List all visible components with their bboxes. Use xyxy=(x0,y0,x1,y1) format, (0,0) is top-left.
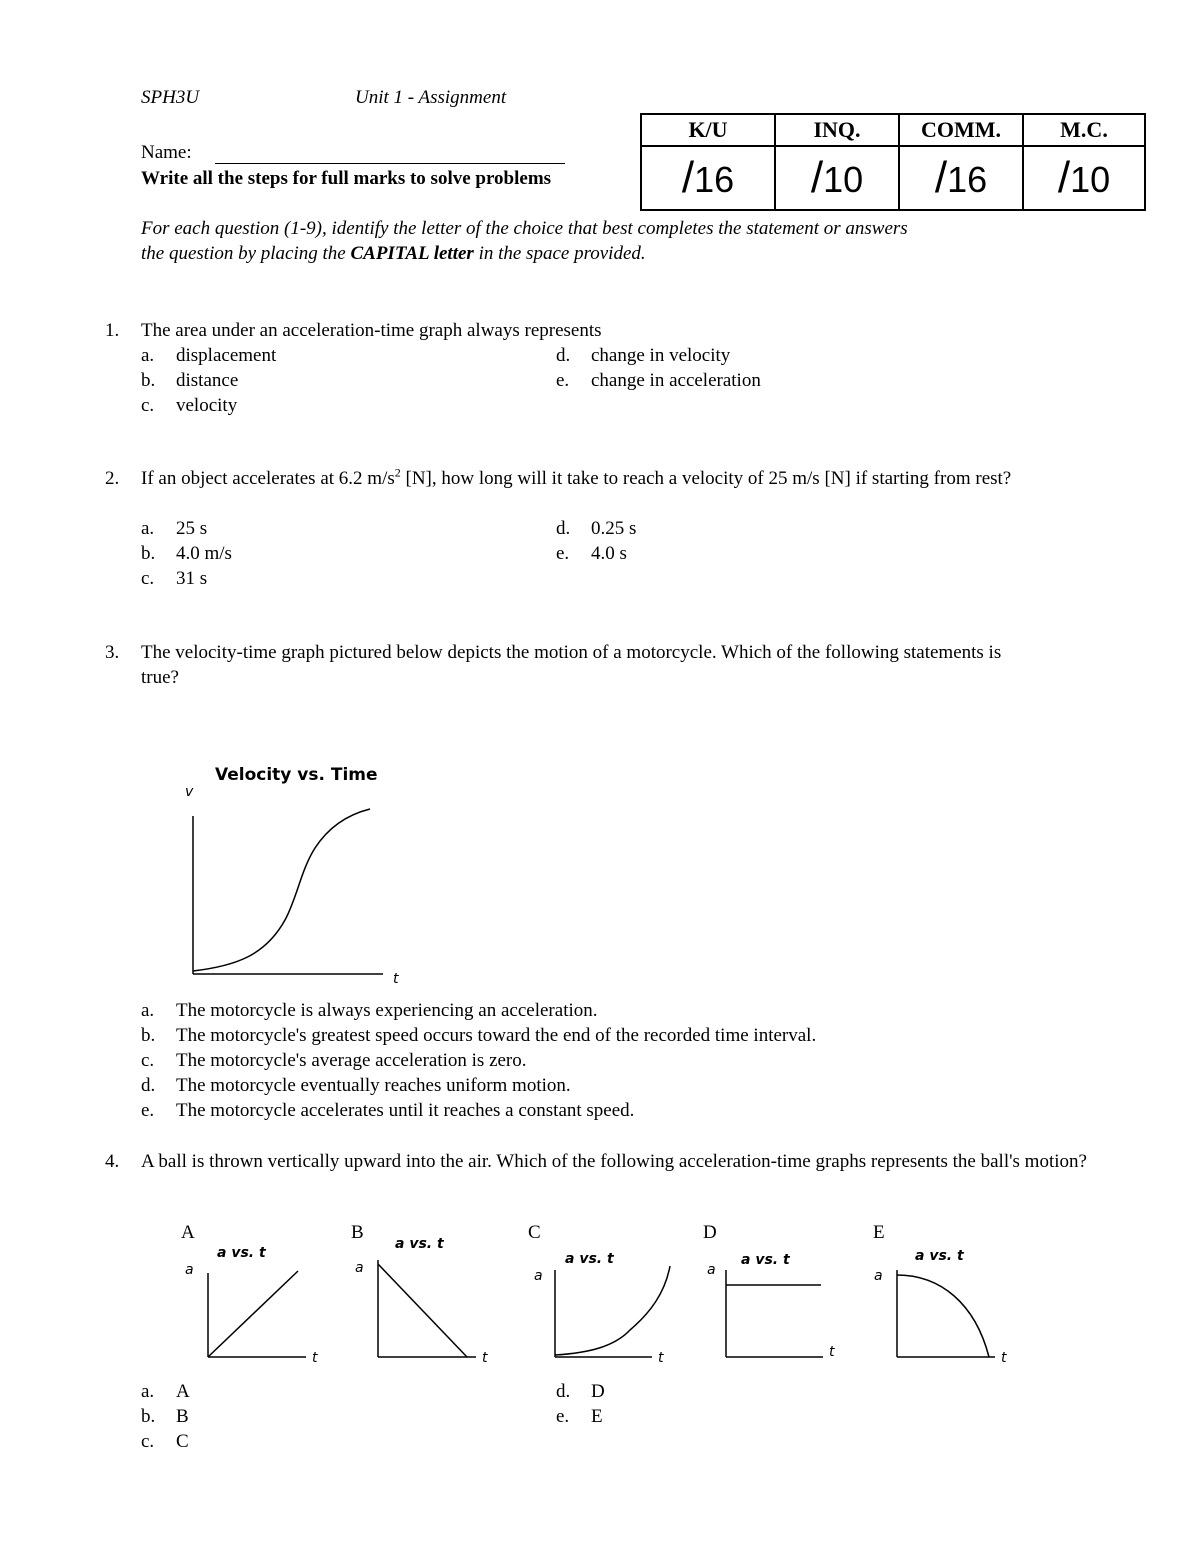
graph-x-label: t xyxy=(829,1344,835,1360)
graph-title: Velocity vs. Time xyxy=(215,765,378,785)
option-b[interactable]: b. The motorcycle's greatest speed occurs toward the end of the recorded time interval. xyxy=(141,1025,817,1046)
option-c[interactable]: c. 31 s xyxy=(141,568,208,589)
graph-y-label: v xyxy=(185,784,194,800)
marks-header-ku: K/U xyxy=(641,114,775,146)
option-b[interactable]: b. B xyxy=(141,1406,189,1427)
option-a[interactable]: a. A xyxy=(141,1381,190,1402)
marks-total-comm: 16 xyxy=(947,159,988,200)
name-label: Name: xyxy=(141,142,192,163)
marks-slash: / xyxy=(681,153,695,202)
graph-title: a vs. t xyxy=(565,1251,614,1267)
option-d[interactable]: d. The motorcycle eventually reaches uniform motion. xyxy=(141,1075,571,1096)
option-d[interactable]: d. change in velocity xyxy=(556,345,731,366)
unit-title: Unit 1 - Assignment xyxy=(355,87,507,108)
option-e[interactable]: e. 4.0 s xyxy=(556,543,627,564)
marks-cell-ku[interactable] xyxy=(641,146,775,210)
graph-y-label: a xyxy=(534,1268,543,1284)
graph-x-label: t xyxy=(393,971,399,987)
option-d[interactable]: d. D xyxy=(556,1381,605,1402)
graph-x-label: t xyxy=(312,1350,318,1366)
graph-a xyxy=(175,1218,335,1368)
graph-title: a vs. t xyxy=(915,1248,964,1264)
instructions-line-2: the question by placing the CAPITAL letter in the space provided. xyxy=(141,243,646,264)
graph-x-label: t xyxy=(1001,1350,1007,1366)
marks-table xyxy=(640,113,1146,211)
option-a[interactable]: a. displacement xyxy=(141,345,277,366)
graph-d xyxy=(695,1218,855,1368)
option-e[interactable]: e. E xyxy=(556,1406,603,1427)
steps-instruction: Write all the steps for full marks to solve problems xyxy=(141,168,552,189)
option-c[interactable]: c. The motorcycle's average acceleration is zero. xyxy=(141,1050,527,1071)
graph-title: a vs. t xyxy=(395,1236,444,1252)
option-a[interactable]: a. 25 s xyxy=(141,518,208,539)
option-c[interactable]: c. velocity xyxy=(141,395,238,416)
graph-curve xyxy=(193,809,370,971)
graph-c xyxy=(520,1218,680,1368)
graph-x-label: t xyxy=(482,1350,488,1366)
marks-cell-comm[interactable] xyxy=(899,146,1023,210)
marks-total-inq: 10 xyxy=(823,159,864,200)
option-b[interactable]: b. distance xyxy=(141,370,239,391)
graph-x-label: t xyxy=(658,1350,664,1366)
marks-header-comm: COMM. xyxy=(899,114,1023,146)
question-stem: The velocity-time graph pictured below depicts the motion of a motorcycle. Which of the following statements is true? xyxy=(141,642,1002,688)
graph-title: a vs. t xyxy=(217,1245,266,1261)
marks-header-inq: INQ. xyxy=(775,114,899,146)
marks-total-ku: 16 xyxy=(694,159,735,200)
question-number: 3. xyxy=(105,642,120,663)
capital-letter-emphasis: CAPITAL letter xyxy=(350,243,474,264)
option-e[interactable]: e. change in acceleration xyxy=(556,370,761,391)
marks-cell-inq[interactable] xyxy=(775,146,899,210)
graph-e xyxy=(865,1218,1025,1368)
velocity-time-graph xyxy=(175,760,415,990)
graph-label: B xyxy=(351,1222,364,1243)
graph-curve xyxy=(897,1275,989,1357)
name-field[interactable] xyxy=(215,163,565,164)
graph-y-label: a xyxy=(707,1262,716,1278)
graph-y-label: a xyxy=(874,1268,883,1284)
option-d[interactable]: d. 0.25 s xyxy=(556,518,637,539)
graph-label: D xyxy=(703,1222,717,1243)
marks-slash: / xyxy=(934,153,948,202)
question-stem: If an object accelerates at 6.2 $m/s^2$ [N], how long will it take to reach a velocity of 25 m/s [N] if starting from rest? xyxy=(141,465,1012,489)
option-b[interactable]: b. 4.0 m/s xyxy=(141,543,232,564)
marks-header-mc: M.C. xyxy=(1023,114,1145,146)
marks-cell-mc[interactable] xyxy=(1023,146,1145,210)
option-e[interactable]: e. The motorcycle accelerates until it reaches a constant speed. xyxy=(141,1100,635,1121)
option-c[interactable]: c. C xyxy=(141,1431,189,1452)
course-code: SPH3U xyxy=(141,87,200,108)
question-number: 2. xyxy=(105,468,120,489)
graph-title: a vs. t xyxy=(741,1252,790,1268)
graph-label: A xyxy=(181,1222,195,1243)
option-a[interactable]: a. The motorcycle is always experiencing an acceleration. xyxy=(141,1000,598,1021)
graph-line xyxy=(378,1264,467,1357)
graph-line xyxy=(208,1271,298,1357)
question-number: 1. xyxy=(105,320,120,341)
instructions-line-1: For each question (1-9), identify the letter of the choice that best completes the statement or answers xyxy=(141,218,908,239)
graph-curve xyxy=(555,1266,670,1355)
graph-label: C xyxy=(528,1222,541,1243)
marks-slash: / xyxy=(1057,153,1071,202)
graph-label: E xyxy=(873,1222,885,1243)
marks-total-mc: 10 xyxy=(1070,159,1111,200)
question-stem: A ball is thrown vertically upward into the air. Which of the following acceleration-time graphs represents the ball's motion? xyxy=(141,1151,1087,1172)
question-stem: The area under an acceleration-time graph always represents xyxy=(141,320,602,341)
graph-y-label: a xyxy=(185,1262,194,1278)
graph-b xyxy=(345,1218,505,1368)
graph-y-label: a xyxy=(355,1260,364,1276)
question-number: 4. xyxy=(105,1151,120,1172)
marks-slash: / xyxy=(810,153,824,202)
